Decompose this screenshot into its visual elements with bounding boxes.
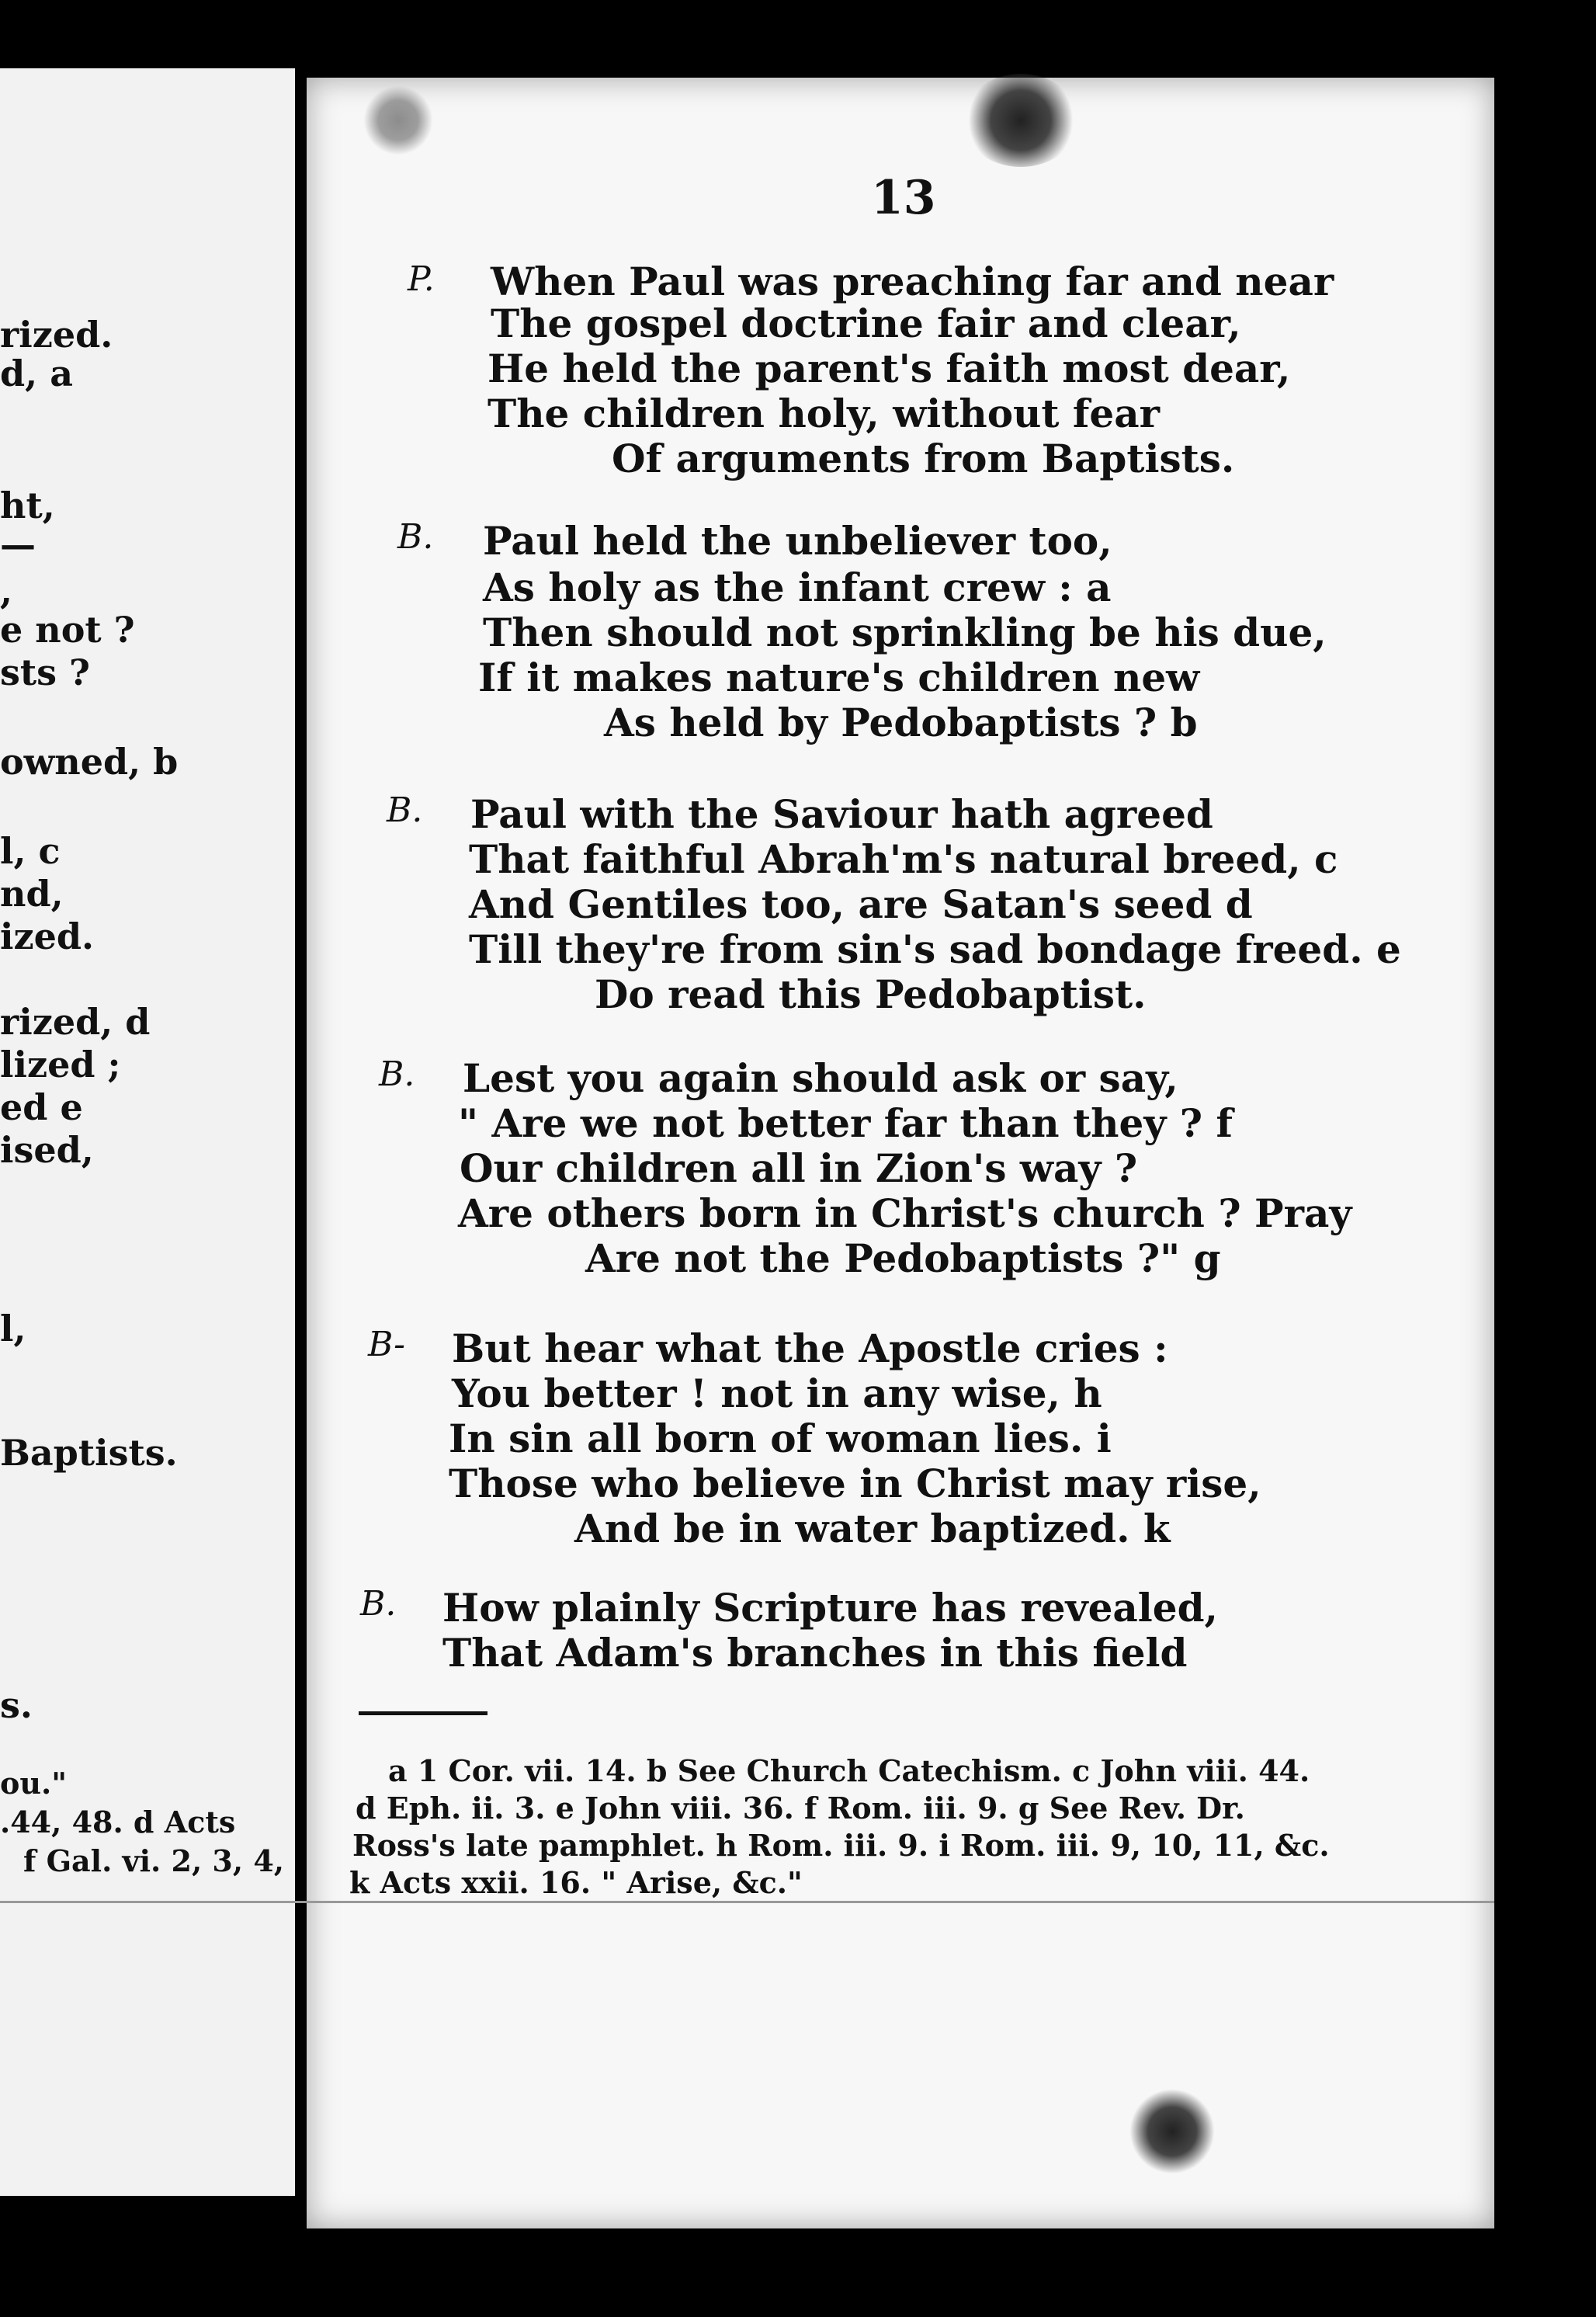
left-fragment: — xyxy=(0,523,36,565)
left-page xyxy=(0,68,321,2196)
stanza-label: P. xyxy=(408,259,435,299)
left-fragment: owned, b xyxy=(0,741,179,783)
scan-line xyxy=(0,1901,1494,1903)
ink-stain xyxy=(363,85,433,155)
verse-line: Those who believe in Christ may rise, xyxy=(449,1461,1261,1506)
left-fragment: sts ? xyxy=(0,651,91,693)
verse-line: Then should not sprinkling be his due, xyxy=(483,610,1327,655)
stanza-label: B. xyxy=(379,1054,415,1094)
verse-line: That faithful Abrah'm's natural breed, c xyxy=(469,836,1338,882)
verse-line: Our children all in Zion's way ? xyxy=(460,1145,1138,1191)
left-fragment: ized. xyxy=(0,915,95,957)
stanza-label: B. xyxy=(360,1584,397,1624)
verse-line: You better ! not in any wise, h xyxy=(452,1370,1102,1416)
footnote-rule xyxy=(359,1711,487,1715)
left-fragment: e not ? xyxy=(0,609,135,651)
verse-line: Do read this Pedobaptist. xyxy=(595,971,1147,1017)
left-fragment: f Gal. vi. 2, 3, 4, xyxy=(23,1843,284,1878)
verse-line: If it makes nature's children new xyxy=(478,655,1200,700)
verse-line: As held by Pedobaptists ? b xyxy=(604,700,1198,745)
verse-line: How plainly Scripture has revealed, xyxy=(442,1585,1218,1631)
left-fragment: .44, 48. d Acts xyxy=(0,1805,236,1839)
verse-line: The children holy, without fear xyxy=(487,391,1160,436)
verse-line: When Paul was preaching far and near xyxy=(491,259,1334,304)
left-fragment: l, c xyxy=(0,830,61,872)
verse-line: But hear what the Apostle cries : xyxy=(452,1325,1168,1371)
stanza-label: B. xyxy=(387,790,423,830)
stanza-label: B- xyxy=(368,1325,406,1364)
verse-line: And be in water baptized. k xyxy=(574,1506,1171,1551)
left-fragment: rized, d xyxy=(0,1001,151,1043)
verse-line: Are not the Pedobaptists ?" g xyxy=(585,1235,1221,1281)
left-fragment: ised, xyxy=(0,1129,94,1171)
verse-line: In sin all born of woman lies. i xyxy=(449,1416,1112,1461)
left-fragment: Baptists. xyxy=(0,1432,178,1474)
left-fragment: d, a xyxy=(0,353,73,394)
left-fragment: ht, xyxy=(0,485,55,526)
page-number: 13 xyxy=(871,171,936,225)
verse-line: Till they're from sin's sad bondage freed. e xyxy=(469,926,1401,972)
verse-line: " Are we not better far than they ? f xyxy=(458,1100,1233,1146)
verse-line: Paul with the Saviour hath agreed xyxy=(470,791,1213,837)
verse-line: The gospel doctrine fair and clear, xyxy=(491,300,1241,346)
verse-line: And Gentiles too, are Satan's seed d xyxy=(469,881,1253,927)
verse-line: That Adam's branches in this field xyxy=(442,1630,1188,1676)
right-edge xyxy=(1494,78,1596,2317)
verse-line: Lest you again should ask or say, xyxy=(463,1055,1178,1101)
footnote-line: Ross's late pamphlet. h Rom. iii. 9. i Rom. iii. 9, 10, 11, &c. xyxy=(352,1828,1330,1863)
verse-line: Paul held the unbeliever too, xyxy=(483,518,1112,564)
ink-stain xyxy=(1129,2089,1215,2174)
verse-line: Of arguments from Baptists. xyxy=(612,436,1235,481)
left-fragment: lized ; xyxy=(0,1044,121,1086)
footnote-line: d Eph. ii. 3. e John viii. 36. f Rom. iii. 9. g See Rev. Dr. xyxy=(356,1791,1245,1825)
stanza-label: B. xyxy=(397,517,434,557)
left-fragment: l, xyxy=(0,1308,26,1350)
footnote-line: a 1 Cor. vii. 14. b See Church Catechism. c John viii. 44. xyxy=(388,1753,1310,1788)
left-fragment: ou." xyxy=(0,1766,68,1801)
left-fragment: , xyxy=(0,570,13,612)
verse-line: Are others born in Christ's church ? Pray xyxy=(458,1190,1352,1236)
left-fragment: ed e xyxy=(0,1086,83,1128)
verse-line: He held the parent's faith most dear, xyxy=(487,346,1291,391)
left-fragment: s. xyxy=(0,1684,33,1726)
verse-line: As holy as the infant crew : a xyxy=(483,564,1112,610)
left-fragment: rized. xyxy=(0,314,113,356)
footnote-line: k Acts xxii. 16. " Arise, &c." xyxy=(349,1865,803,1900)
left-fragment: nd, xyxy=(0,873,64,915)
ink-stain xyxy=(963,74,1079,167)
